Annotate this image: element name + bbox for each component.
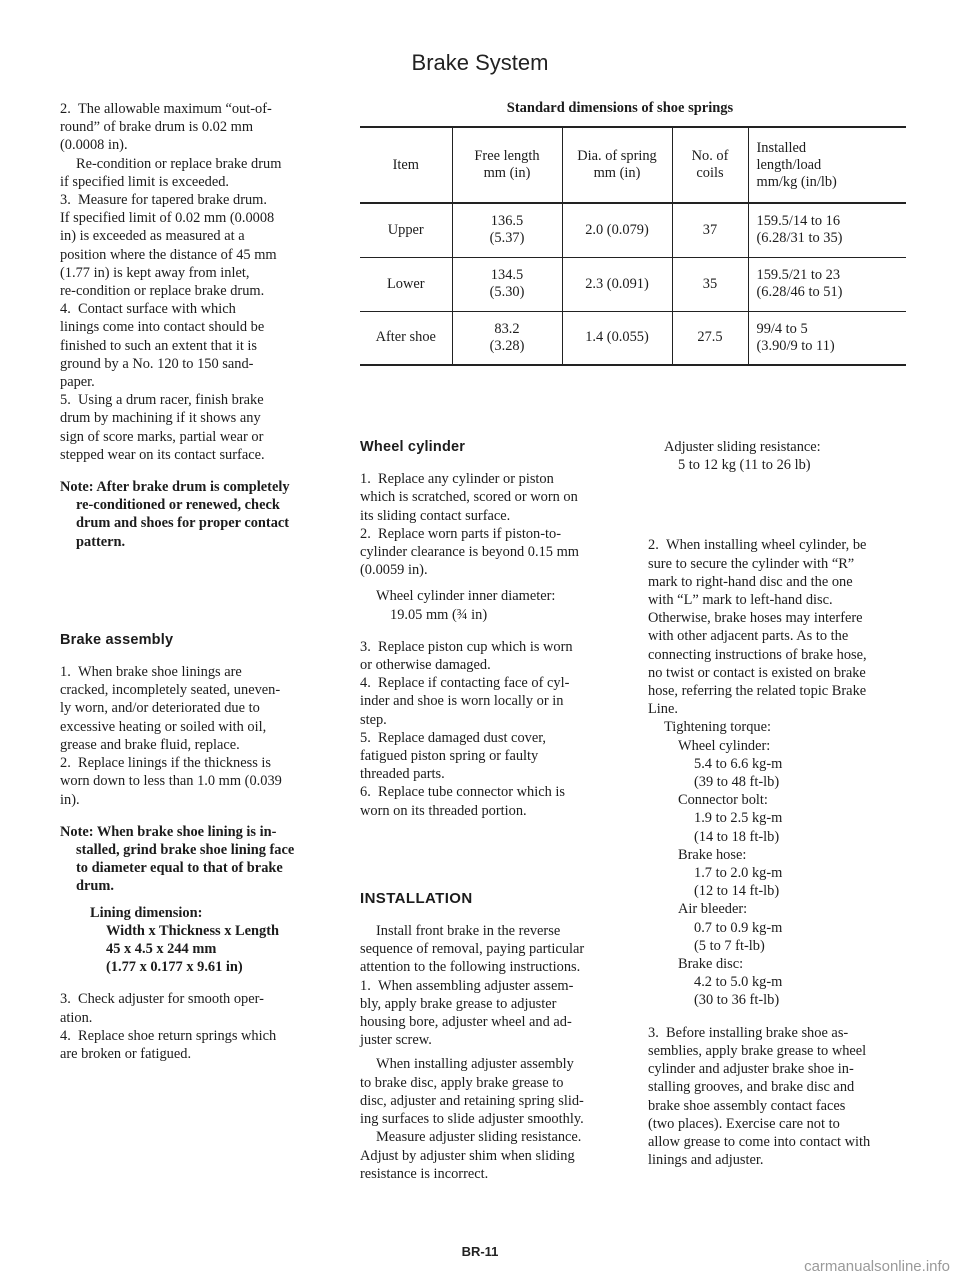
text-line: juster screw. <box>360 1032 432 1049</box>
table-cell: 134.5 (5.30) <box>452 257 562 311</box>
text-line: brake shoe assembly contact faces <box>648 1097 846 1114</box>
text-line: cylinder clearance is beyond 0.15 mm <box>360 544 579 561</box>
text-line: 3. Replace piston cup which is worn <box>360 638 573 655</box>
text-line: re-condition or replace brake drum. <box>60 283 265 300</box>
text-line: step. <box>360 711 387 728</box>
text-line: sequence of removal, paying particular <box>360 941 585 958</box>
text-line: inder and shoe is worn locally or in <box>360 693 564 710</box>
torque-line: Tightening torque: <box>664 719 772 736</box>
text-line: mark to right-hand disc and the one <box>648 573 853 590</box>
paragraph <box>360 638 624 674</box>
table-row <box>360 311 906 365</box>
section-heading: Wheel cylinder <box>360 439 466 455</box>
paragraph <box>60 100 324 155</box>
text-line: 3. Measure for tapered brake drum. <box>60 192 267 209</box>
text-line: grease and brake fluid, replace. <box>60 736 240 753</box>
table-cell: 37 <box>672 203 748 257</box>
table-row <box>360 203 906 257</box>
text-line: 45 x 4.5 x 244 mm <box>106 940 217 957</box>
text-line: (1.77 in) is kept away from inlet, <box>60 264 250 281</box>
paragraph <box>360 977 624 1050</box>
text-line: worn on its threaded portion. <box>360 802 527 819</box>
text-line: (two places). Exercise care not to <box>648 1115 840 1132</box>
text-line: excessive heating or soiled with oil, <box>60 718 267 735</box>
torque-line: 1.7 to 2.0 kg-m <box>694 865 783 882</box>
text-line: 1. Replace any cylinder or piston <box>360 471 554 488</box>
paragraph <box>60 754 324 809</box>
text-line: to brake disc, apply brake grease to <box>360 1074 564 1091</box>
torque-line: (5 to 7 ft-lb) <box>694 937 765 954</box>
text-line: Width x Thickness x Length <box>106 922 280 939</box>
table-cell: 159.5/14 to 16 (6.28/31 to 35) <box>748 203 906 257</box>
torque-line: 4.2 to 5.0 kg-m <box>694 974 783 991</box>
text-line: Measure adjuster sliding resistance. <box>376 1129 582 1146</box>
text-line: 3. Before installing brake shoe as- <box>648 1024 849 1041</box>
text-line: sign of score marks, partial wear or <box>60 428 264 445</box>
text-line: 5. Using a drum racer, finish brake <box>60 392 264 409</box>
table-cell: 2.0 (0.079) <box>562 203 672 257</box>
text-line: Wheel cylinder inner diameter: <box>376 588 556 605</box>
paragraph <box>360 525 624 580</box>
text-line: ground by a No. 120 to 150 sand- <box>60 355 254 372</box>
section-heading: INSTALLATION <box>360 889 473 907</box>
torque-line: Wheel cylinder: <box>678 737 771 754</box>
paragraph <box>60 391 324 464</box>
right-column <box>648 438 912 1169</box>
text-line: Note: After brake drum is completely <box>60 479 290 496</box>
text-line: Note: When brake shoe lining is in- <box>60 823 277 840</box>
text-line: (0.0059 in). <box>360 562 428 579</box>
text-line: 5 to 12 kg (11 to 26 lb) <box>678 457 811 474</box>
text-line: ing surfaces to slide adjuster smoothly. <box>360 1111 584 1128</box>
text-line: 19.05 mm (¾ in) <box>390 606 488 623</box>
text-line: When installing adjuster assembly <box>376 1056 574 1073</box>
table-title: Standard dimensions of shoe springs <box>506 100 734 116</box>
table-cell: After shoe <box>375 329 436 346</box>
torque-line: Connector bolt: <box>678 792 768 809</box>
table-cell: 27.5 <box>672 311 748 365</box>
watermark: carmanualsonline.info <box>804 1258 950 1275</box>
text-line: connecting instructions of brake hose, <box>648 646 867 663</box>
text-line: its sliding contact surface. <box>360 507 511 524</box>
left-column <box>60 100 324 1063</box>
text-line: round” of brake drum is 0.02 mm <box>60 119 254 136</box>
torque-line: Brake hose: <box>678 846 747 863</box>
page-title: Brake System <box>411 50 549 75</box>
text-line: in) is exceeded as measured at a <box>60 228 245 245</box>
text-line: Lining dimension: <box>90 904 203 921</box>
text-line: are broken or fatigued. <box>60 1045 192 1062</box>
paragraph <box>360 674 624 729</box>
text-line: stepped wear on its contact surface. <box>60 446 265 463</box>
text-line: 3. Check adjuster for smooth oper- <box>60 991 264 1008</box>
text-line: resistance is incorrect. <box>360 1165 489 1182</box>
text-line: cylinder and adjuster brake shoe in- <box>648 1061 854 1078</box>
column-header: Dia. of spring mm (in) <box>562 127 672 203</box>
column-header: Installed length/load mm/kg (in/lb) <box>748 127 906 203</box>
text-line: stalling grooves, and brake disc and <box>648 1079 855 1096</box>
torque-line: 1.9 to 2.5 kg-m <box>694 810 783 827</box>
text-line: Install front brake in the reverse <box>376 923 561 940</box>
torque-line: (14 to 18 ft-lb) <box>694 828 780 845</box>
text-line: finished to such an extent that it is <box>60 337 258 354</box>
text-line: in). <box>60 791 80 808</box>
torque-line: Brake disc: <box>678 956 744 973</box>
table-cell: 2.3 (0.091) <box>562 257 672 311</box>
text-line: stalled, grind brake shoe lining face <box>76 841 295 858</box>
spec-block <box>360 587 624 623</box>
paragraph <box>360 922 624 977</box>
text-line: 4. Replace shoe return springs which <box>60 1027 277 1044</box>
paragraph <box>60 990 324 1026</box>
torque-line: 0.7 to 0.9 kg-m <box>694 919 783 936</box>
text-line: Otherwise, brake hoses may interfere <box>648 610 863 627</box>
text-line: linings come into contact should be <box>60 319 265 336</box>
paragraph <box>648 536 912 718</box>
text-line: with other adjacent parts. As to the <box>648 628 849 645</box>
shoe-springs-table <box>360 126 906 366</box>
text-line: Re-condition or replace brake drum <box>76 155 282 172</box>
text-line: 5. Replace damaged dust cover, <box>360 729 547 746</box>
note <box>60 823 324 896</box>
table-cell: 83.2 (3.28) <box>452 311 562 365</box>
text-line: 2. When installing wheel cylinder, be <box>648 537 867 554</box>
paragraph <box>360 783 624 819</box>
text-line: If specified limit of 0.02 mm (0.0008 <box>60 210 275 227</box>
text-line: drum by machining if it shows any <box>60 410 261 427</box>
torque-specs <box>648 718 912 1009</box>
text-line: fatigued piston spring or faulty <box>360 748 539 765</box>
lining-dimension <box>60 904 324 977</box>
text-line: 6. Replace tube connector which is <box>360 784 565 801</box>
torque-line: (30 to 36 ft-lb) <box>694 992 780 1009</box>
table-cell: 136.5 (5.37) <box>452 203 562 257</box>
table-cell: 35 <box>672 257 748 311</box>
text-line: if specified limit is exceeded. <box>60 173 230 190</box>
paragraph <box>60 155 324 191</box>
paragraph <box>360 1055 624 1128</box>
text-line: housing bore, adjuster wheel and ad- <box>360 1014 572 1031</box>
table-header-row <box>360 127 906 203</box>
table-row <box>360 257 906 311</box>
text-line: 2. Replace worn parts if piston-to- <box>360 525 562 542</box>
text-line: drum and shoes for proper contact <box>76 515 290 532</box>
text-line: linings and adjuster. <box>648 1152 764 1169</box>
text-line: or otherwise damaged. <box>360 657 491 674</box>
text-line: hose, referring the related topic Brake <box>648 683 867 700</box>
text-line: drum. <box>76 878 114 895</box>
torque-line: (39 to 48 ft-lb) <box>694 774 780 791</box>
paragraph <box>60 191 324 300</box>
paragraph <box>60 663 324 754</box>
text-line: bly, apply brake grease to adjuster <box>360 995 557 1012</box>
middle-column <box>360 438 624 1183</box>
torque-line: 5.4 to 6.6 kg-m <box>694 755 783 772</box>
table-cell: 99/4 to 5 (3.90/9 to 11) <box>748 311 906 365</box>
text-line: cracked, incompletely seated, uneven- <box>60 682 281 699</box>
paragraph <box>360 729 624 784</box>
column-header: Item <box>392 156 419 173</box>
section-heading: Brake assembly <box>60 631 174 648</box>
text-line: ly worn, and/or deteriorated due to <box>60 700 260 717</box>
text-line: 4. Replace if contacting face of cyl- <box>360 675 570 692</box>
text-line: sure to secure the cylinder with “R” <box>648 555 855 572</box>
text-line: attention to the following instructions. <box>360 959 581 976</box>
text-line: position where the distance of 45 mm <box>60 246 277 263</box>
text-line: semblies, apply brake grease to wheel <box>648 1042 867 1059</box>
paragraph <box>60 300 324 391</box>
text-line: paper. <box>60 374 95 391</box>
text-line: Adjuster sliding resistance: <box>664 439 821 455</box>
text-line: 1. When brake shoe linings are <box>60 664 242 681</box>
text-line: which is scratched, scored or worn on <box>360 489 578 506</box>
text-line: no twist or contact is existed on brake <box>648 664 866 681</box>
text-line: disc, adjuster and retaining spring slid- <box>360 1092 584 1109</box>
text-line: Adjust by adjuster shim when sliding <box>360 1147 575 1164</box>
note <box>60 478 324 551</box>
text-line: allow grease to come into contact with <box>648 1133 871 1150</box>
text-line: threaded parts. <box>360 766 445 783</box>
text-line: (1.77 x 0.177 x 9.61 in) <box>106 959 243 976</box>
text-line: with “L” mark to left-hand disc. <box>648 592 833 609</box>
text-line: 2. The allowable maximum “out-of- <box>60 101 272 117</box>
column-header: No. of coils <box>672 127 748 203</box>
text-line: Line. <box>648 701 678 718</box>
text-line: worn down to less than 1.0 mm (0.039 <box>60 773 282 790</box>
text-line: 2. Replace linings if the thickness is <box>60 755 272 772</box>
torque-line: (12 to 14 ft-lb) <box>694 883 780 900</box>
spec-block <box>648 438 912 474</box>
text-line: pattern. <box>76 533 126 550</box>
paragraph <box>360 1128 624 1183</box>
table-cell: Upper <box>387 221 424 238</box>
page-number: BR-11 <box>461 1244 499 1259</box>
table-cell: 159.5/21 to 23 (6.28/46 to 51) <box>748 257 906 311</box>
column-header: Free length mm (in) <box>452 127 562 203</box>
paragraph <box>648 1024 912 1170</box>
table-cell: 1.4 (0.055) <box>562 311 672 365</box>
text-line: re-conditioned or renewed, check <box>76 497 280 514</box>
torque-line: Air bleeder: <box>678 901 748 918</box>
text-line: 4. Contact surface with which <box>60 301 236 318</box>
paragraph <box>60 1027 324 1063</box>
text-line: 1. When assembling adjuster assem- <box>360 977 574 994</box>
table-cell: Lower <box>386 275 425 292</box>
paragraph <box>360 470 624 525</box>
text-line: to diameter equal to that of brake <box>76 860 283 877</box>
text-line: (0.0008 in). <box>60 137 128 154</box>
text-line: ation. <box>60 1009 93 1026</box>
